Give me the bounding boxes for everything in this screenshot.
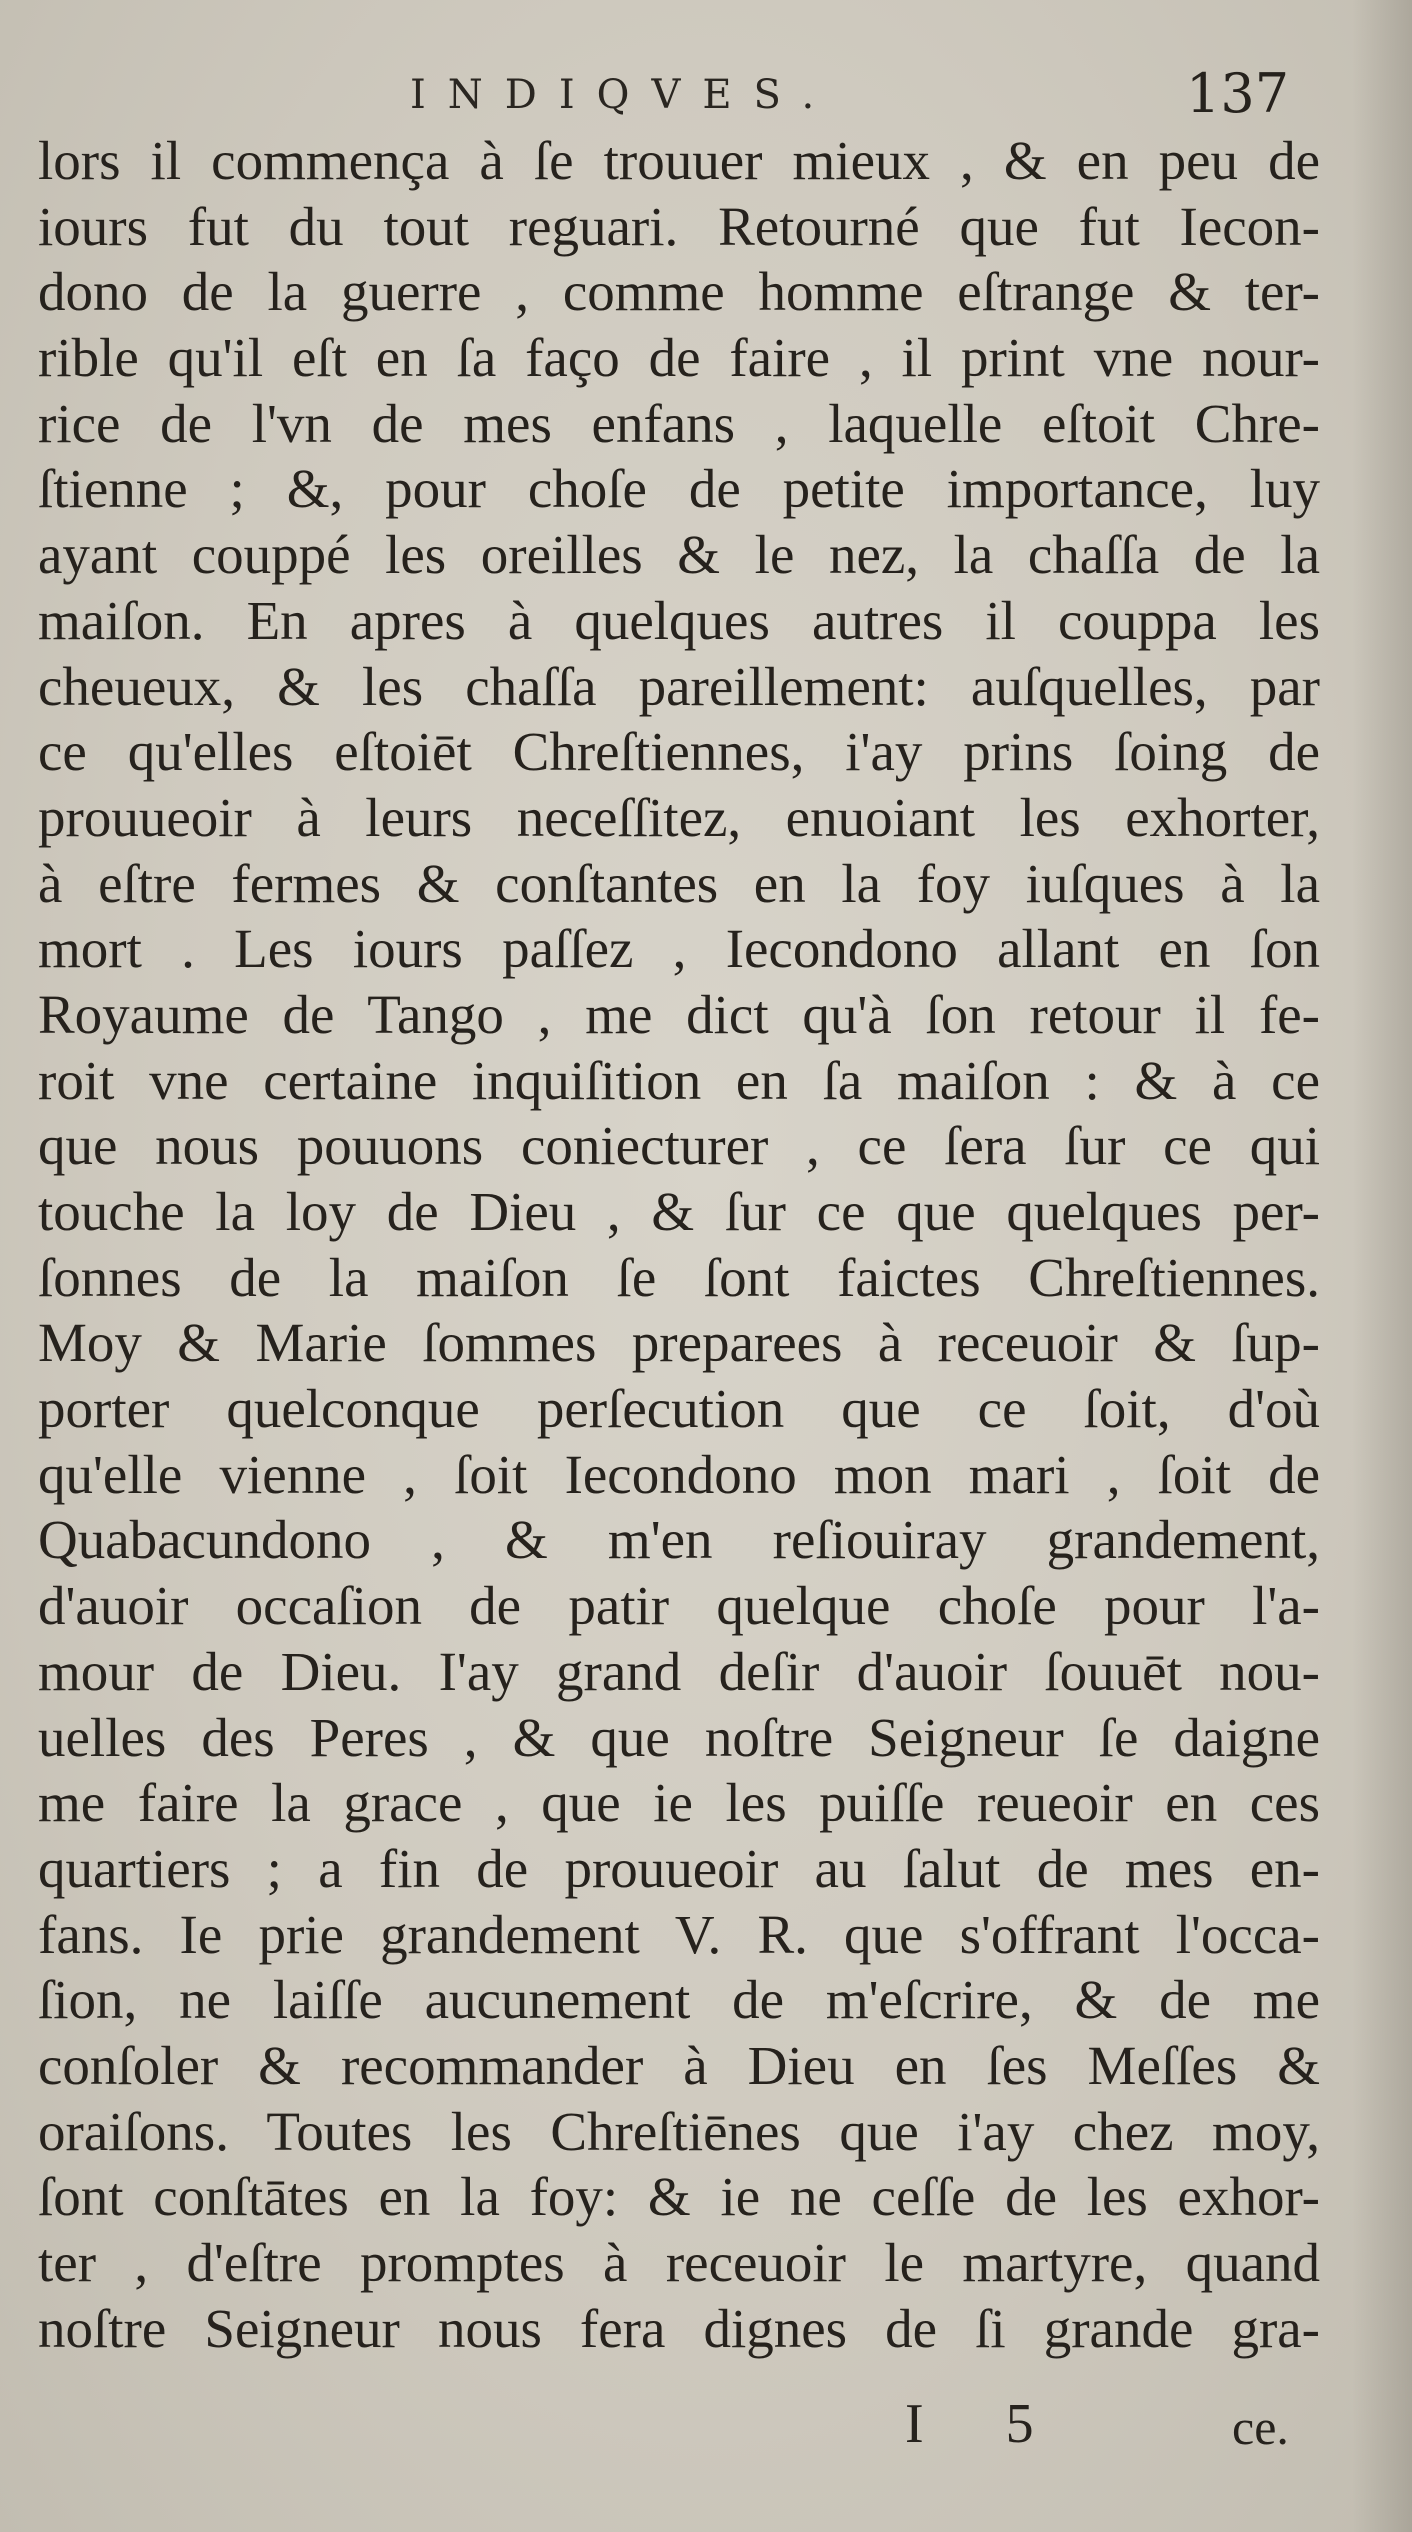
text-line: quartiers ; a fin de prouueoir au ſalut de mes en-: [38, 1837, 1320, 1899]
text-line: fans. Ie prie grandement V. R. que s'offrant l'occa-: [38, 1903, 1320, 1965]
text-line: que nous pouuons coniecturer , ce ſera ſur ce qui: [38, 1115, 1320, 1177]
text-line: d'auoir occaſion de patir quelque choſe pour l'a-: [38, 1575, 1320, 1637]
text-line: ſion, ne laiſſe aucunement de m'eſcrire, & de me: [38, 1969, 1320, 2031]
text-line: me faire la grace , que ie les puiſſe reueoir en ces: [38, 1772, 1320, 1834]
text-line: prouueoir à leurs neceſſitez, enuoiant les exhorter,: [38, 786, 1320, 848]
text-line: cheueux, & les chaſſa pareillement: auſquelles, par: [38, 655, 1320, 717]
text-line: ce qu'elles eſtoiēt Chreſtiennes, i'ay prins ſoing de: [38, 721, 1320, 783]
text-line: lors il commença à ſe trouuer mieux , & en peu de: [38, 130, 1320, 191]
body-text: [38, 128, 1320, 2361]
text-line: iours fut du tout reguari. Retourné que fut Iecon-: [38, 195, 1320, 257]
text-line: touche la loy de Dieu , & ſur ce que quelques per-: [38, 1181, 1320, 1242]
text-line: ſonnes de la maiſon ſe ſont faictes Chreſtiennes.: [38, 1246, 1320, 1308]
text-line: porter quelconque perſecution que ce ſoit, d'où: [38, 1378, 1320, 1440]
text-line: ayant couppé les oreilles & le nez, la chaſſa de la: [38, 524, 1320, 586]
text-line: ſont conſtātes en la foy: & ie ne ceſſe de les exhor-: [38, 2166, 1320, 2228]
text-line: maiſon. En apres à quelques autres il couppa les: [38, 589, 1320, 651]
running-title: INDIQVES.: [410, 72, 837, 118]
text-line: Quabacundono , & m'en reſiouiray grandement,: [38, 1509, 1320, 1571]
text-line: ſtienne ; &, pour choſe de petite importance, luy: [38, 458, 1320, 520]
text-line: qu'elle vienne , ſoit Iecondono mon mari , ſoit de: [38, 1443, 1320, 1505]
text-line: dono de la guerre , comme homme eſtrange & ter-: [38, 261, 1320, 323]
text-line: mort . Les iours paſſez , Iecondono allant en ſon: [38, 918, 1320, 980]
text-line: noſtre Seigneur nous fera dignes de ſi grande gra-: [38, 2297, 1320, 2359]
text-line: à eſtre fermes & conſtantes en la foy iuſques à la: [38, 852, 1320, 914]
running-head: [0, 62, 1412, 132]
text-line: Moy & Marie ſommes preparees à receuoir & ſup-: [38, 1312, 1320, 1374]
text-line: rible qu'il eſt en ſa faço de faire , il print vne nour-: [38, 327, 1320, 389]
text-line: conſoler & recommander à Dieu en ſes Meſſes &: [38, 2034, 1320, 2096]
text-line: roit vne certaine inquiſition en ſa maiſon : & à ce: [38, 1049, 1320, 1111]
page-footer: [0, 2392, 1412, 2462]
text-line: Royaume de Tango , me dict qu'à ſon retour il fe-: [38, 983, 1320, 1045]
page-edge-shadow: [1352, 0, 1412, 2532]
signature-mark: I 5: [905, 2393, 1068, 2455]
catchword: ce.: [1232, 2399, 1289, 2455]
text-line: ter , d'eſtre promptes à receuoir le martyre, quand: [38, 2232, 1320, 2293]
text-line: rice de l'vn de mes enfans , laquelle eſtoit Chre-: [38, 392, 1320, 454]
text-line: oraiſons. Toutes les Chreſtiēnes que i'ay chez moy,: [38, 2100, 1320, 2162]
text-line: uelles des Peres , & que noſtre Seigneur ſe daigne: [38, 1706, 1320, 1768]
text-line: mour de Dieu. I'ay grand deſir d'auoir ſouuēt nou-: [38, 1640, 1320, 1702]
page-number: 137: [1186, 62, 1290, 125]
